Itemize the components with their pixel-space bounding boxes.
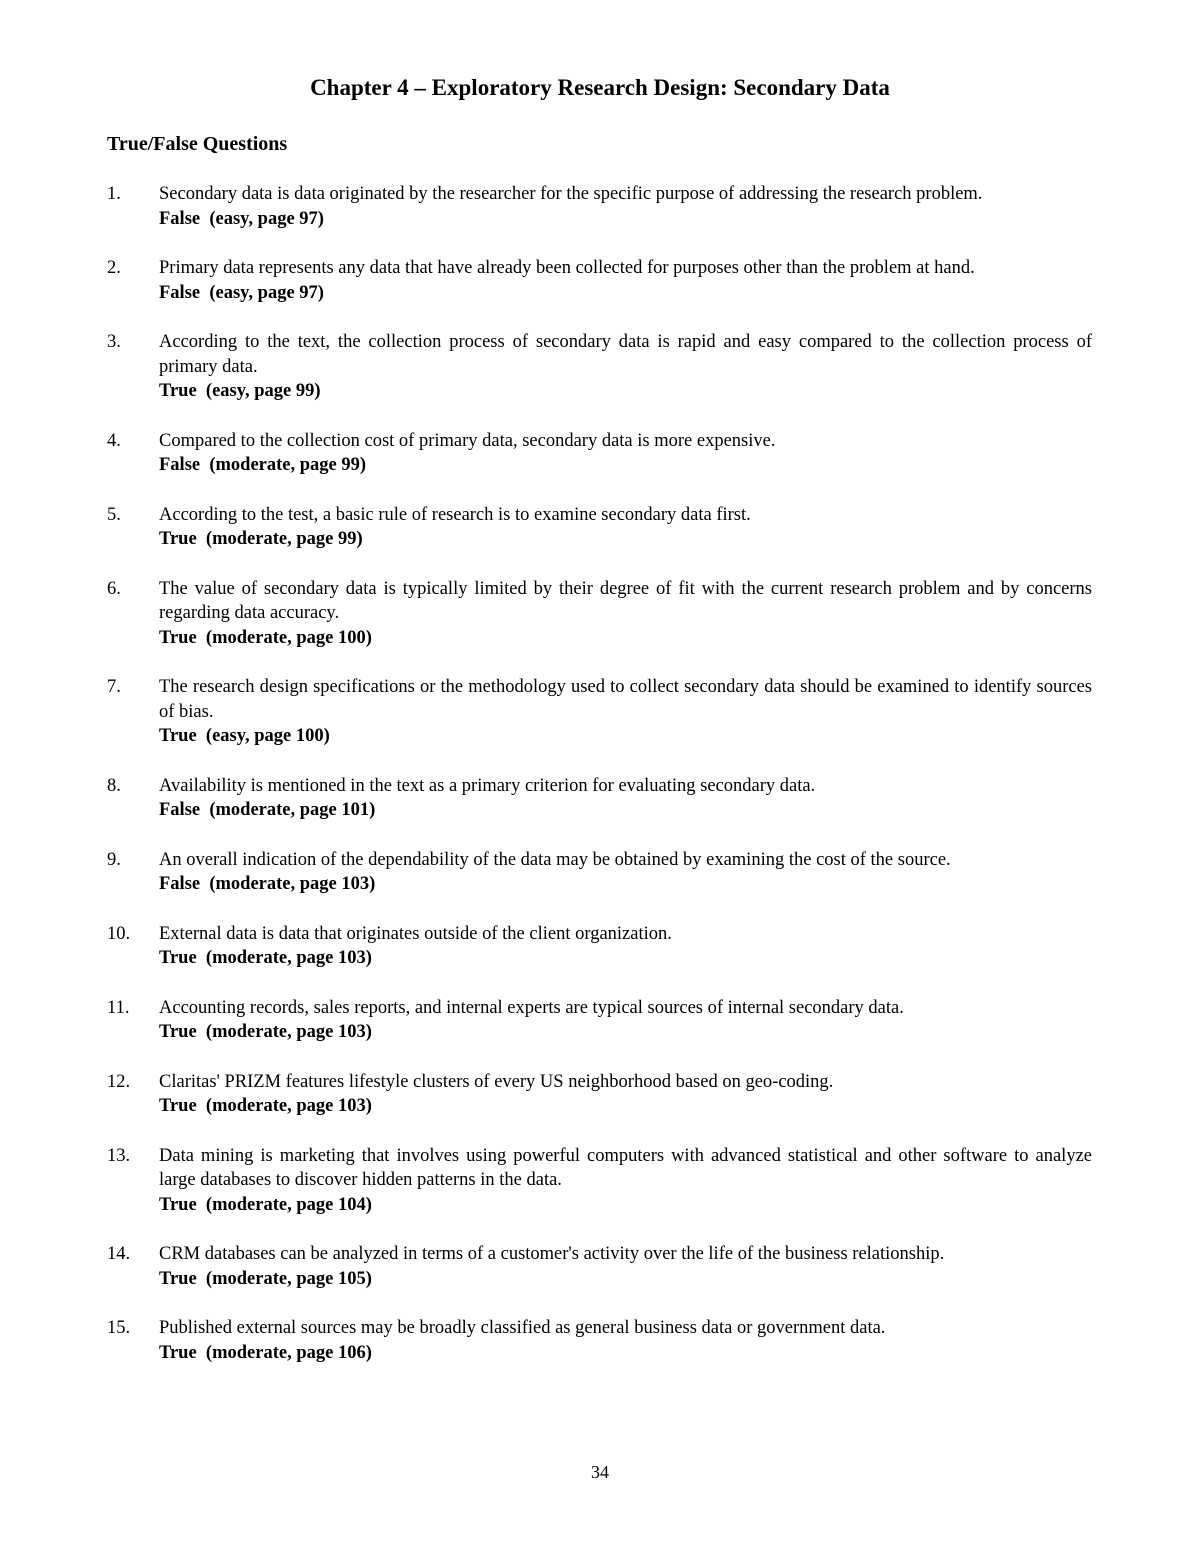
question-number: 10. — [107, 923, 131, 944]
question-text: An overall indication of the dependability of the data may be obtained by examining the cost of the source. — [159, 849, 951, 870]
question-answer: True (moderate, page 104) — [159, 1194, 372, 1215]
question-answer: True (moderate, page 105) — [159, 1268, 372, 1289]
question-answer: True (moderate, page 103) — [159, 948, 372, 968]
question-item — [107, 256, 1092, 305]
question-number: 15. — [107, 1318, 131, 1338]
question-answer: False (moderate, page 99) — [159, 455, 367, 475]
question-text: External data is data that originates outside of the client organization. — [159, 923, 672, 944]
page-title: Chapter 4 – Exploratory Research Design: Secondary Data — [310, 75, 890, 100]
question-answer: True (moderate, page 103) — [159, 1096, 372, 1116]
question-item — [107, 330, 1092, 404]
question-item — [107, 429, 1092, 478]
question-number: 14. — [107, 1244, 131, 1264]
question-item — [107, 848, 1092, 897]
question-text: Accounting records, sales reports, and internal experts are typical sources of internal secondary data. — [159, 997, 904, 1018]
question-item — [107, 922, 1092, 971]
question-item — [107, 675, 1092, 749]
question-number: 8. — [107, 775, 121, 796]
question-answer: False (moderate, page 103) — [159, 874, 376, 894]
question-number: 13. — [107, 1145, 131, 1166]
question-number: 9. — [107, 849, 121, 870]
question-text: CRM databases can be analyzed in terms of a customer's activity over the life of the business relationship. — [159, 1244, 945, 1264]
question-text: Primary data represents any data that have already been collected for purposes other than the problem at hand. — [159, 258, 975, 278]
question-number: 2. — [107, 258, 121, 278]
question-number: 5. — [107, 504, 121, 525]
question-text: According to the text, the collection process of secondary data is rapid and easy compared to the collection process of primary data. — [159, 332, 1092, 377]
question-answer: True (easy, page 99) — [159, 381, 321, 401]
question-answer: True (easy, page 100) — [159, 726, 330, 746]
question-answer: False (easy, page 97) — [159, 208, 324, 229]
question-text: According to the test, a basic rule of research is to examine secondary data first. — [159, 504, 751, 525]
question-item — [107, 1144, 1092, 1218]
question-answer: False (moderate, page 101) — [159, 800, 376, 820]
question-item — [107, 503, 1092, 552]
question-number: 3. — [107, 332, 121, 352]
question-answer: True (moderate, page 99) — [159, 529, 363, 549]
section-heading: True/False Questions — [107, 133, 288, 155]
question-number: 1. — [107, 184, 121, 204]
question-text: Published external sources may be broadly classified as general business data or government data. — [159, 1318, 886, 1338]
question-answer: True (moderate, page 106) — [159, 1342, 372, 1363]
question-text: Secondary data is data originated by the researcher for the specific purpose of addressing the research problem. — [159, 184, 983, 204]
question-item — [107, 1316, 1092, 1365]
question-item — [107, 182, 1092, 231]
question-text: Compared to the collection cost of primary data, secondary data is more expensive. — [159, 430, 776, 451]
question-number: 11. — [107, 997, 130, 1018]
question-item — [107, 774, 1092, 823]
question-text: The research design specifications or the methodology used to collect secondary data should be examined to identify sources of bias. — [159, 677, 1092, 722]
question-answer: True (moderate, page 103) — [159, 1022, 372, 1042]
page-number: 34 — [591, 1462, 609, 1482]
question-item — [107, 577, 1092, 651]
question-text: The value of secondary data is typically limited by their degree of fit with the current research problem and by concerns regarding data accuracy. — [159, 578, 1092, 623]
question-number: 12. — [107, 1071, 131, 1092]
question-list — [107, 182, 1092, 1390]
question-number: 7. — [107, 677, 121, 697]
question-item — [107, 996, 1092, 1045]
question-text: Data mining is marketing that involves using powerful computers with advanced statistical and other software to analyze large databases to discover hidden patterns in the data. — [159, 1145, 1092, 1190]
question-number: 6. — [107, 578, 121, 599]
question-answer: True (moderate, page 100) — [159, 627, 372, 648]
question-item — [107, 1242, 1092, 1291]
question-text: Claritas' PRIZM features lifestyle clusters of every US neighborhood based on geo-coding. — [159, 1071, 834, 1092]
question-answer: False (easy, page 97) — [159, 282, 324, 303]
question-number: 4. — [107, 430, 121, 451]
question-item — [107, 1070, 1092, 1119]
question-text: Availability is mentioned in the text as a primary criterion for evaluating secondary data. — [159, 775, 816, 796]
